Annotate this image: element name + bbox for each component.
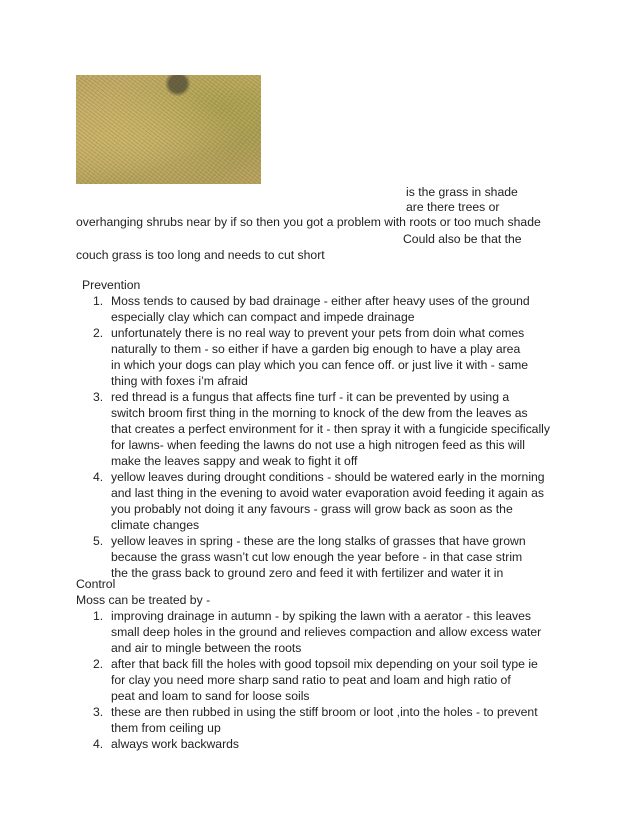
prevention-item-text: naturally to them - so either if have a garden big enough to have a play area bbox=[111, 342, 521, 356]
prevention-item-number: 1. bbox=[93, 294, 104, 308]
intro-line-1: is the grass in shade bbox=[406, 185, 518, 199]
lawn-photo bbox=[76, 75, 261, 184]
prevention-item-number: 3. bbox=[93, 390, 104, 404]
prevention-item-text: and last thing in the evening to avoid water evaporation avoid feeding it again as bbox=[111, 486, 544, 500]
prevention-item-text: Moss tends to caused by bad drainage - either after heavy uses of the ground bbox=[111, 294, 530, 308]
prevention-item-text: you probably not doing it any favours - grass will grow back as soon as the bbox=[111, 502, 513, 516]
control-item-number: 2. bbox=[93, 657, 104, 671]
control-item-text: peat and loam to sand for loose soils bbox=[111, 689, 310, 703]
prevention-item-text: switch broom first thing in the morning to knock of the dew from the leaves as bbox=[111, 406, 528, 420]
prevention-item-number: 4. bbox=[93, 470, 104, 484]
control-item-number: 3. bbox=[93, 705, 104, 719]
prevention-item-text: thing with foxes i’m afraid bbox=[111, 374, 248, 388]
prevention-item-text: yellow leaves during drought conditions - should be watered early in the morning bbox=[111, 470, 545, 484]
control-item-text: after that back fill the holes with good topsoil mix depending on your soil type ie bbox=[111, 657, 538, 671]
prevention-item-text: red thread is a fungus that affects fine turf - it can be prevented by using a bbox=[111, 390, 510, 404]
control-subheading: Moss can be treated by - bbox=[76, 593, 211, 607]
control-item-text: these are then rubbed in using the stiff broom or loot ,into the holes - to prevent bbox=[111, 705, 538, 719]
control-item-number: 1. bbox=[93, 609, 104, 623]
intro-line-2: are there trees or bbox=[406, 200, 500, 214]
prevention-item-text: the the grass back to ground zero and feed it with fertilizer and water it in bbox=[111, 566, 504, 580]
control-item-text: and air to mingle between the roots bbox=[111, 641, 302, 655]
control-item-text: small deep holes in the ground and relieves compaction and allow excess water bbox=[111, 625, 542, 639]
prevention-item-text: for lawns- when feeding the lawns do not use a high nitrogen feed as this will bbox=[111, 438, 525, 452]
prevention-item-text: in which your dogs can play which you can fence off. or just live it with - same bbox=[111, 358, 529, 372]
prevention-item-text: because the grass wasn’t cut low enough the year before - in that case strim bbox=[111, 550, 523, 564]
control-heading: Control bbox=[76, 577, 116, 591]
prevention-item-text: make the leaves sappy and weak to fight it off bbox=[111, 454, 358, 468]
prevention-item-text: yellow leaves in spring - these are the long stalks of grasses that have grown bbox=[111, 534, 526, 548]
prevention-item-text: that creates a perfect environment for it - then spray it with a fungicide specifically bbox=[111, 422, 550, 436]
control-item-text: improving drainage in autumn - by spiking the lawn with a aerator - this leaves bbox=[111, 609, 532, 623]
intro-line-5: couch grass is too long and needs to cut short bbox=[76, 248, 325, 262]
prevention-item-text: especially clay which can compact and impede drainage bbox=[111, 310, 415, 324]
prevention-item-number: 2. bbox=[93, 326, 104, 340]
prevention-item-text: unfortunately there is no real way to prevent your pets from doin what comes bbox=[111, 326, 525, 340]
prevention-item-text: climate changes bbox=[111, 518, 200, 532]
control-item-text: them from ceiling up bbox=[111, 721, 221, 735]
intro-line-4: Could also be that the bbox=[403, 232, 522, 246]
control-item-number: 4. bbox=[93, 737, 104, 751]
prevention-item-number: 5. bbox=[93, 534, 104, 548]
prevention-heading: Prevention bbox=[82, 278, 141, 292]
control-item-text: for clay you need more sharp sand ratio to peat and loam and high ratio of bbox=[111, 673, 511, 687]
control-item-text: always work backwards bbox=[111, 737, 240, 751]
intro-line-3: overhanging shrubs near by if so then you got a problem with roots or too much shade bbox=[76, 215, 541, 229]
